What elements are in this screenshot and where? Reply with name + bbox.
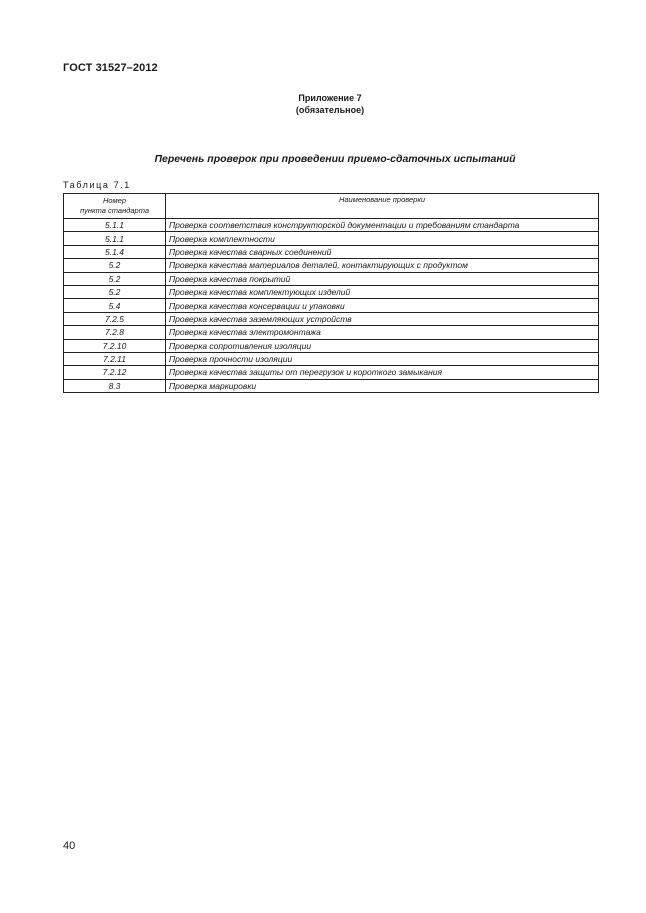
table-row — [64, 285, 599, 298]
row-name-cell: Проверка качества защиты от перегрузок и короткого замыкания — [166, 366, 599, 379]
table-body — [64, 219, 599, 393]
table-row — [64, 245, 599, 258]
row-number-cell: 5.1.4 — [64, 245, 166, 258]
row-number-cell: 5.4 — [64, 299, 166, 312]
table-label: Таблица 7.1 — [63, 180, 131, 190]
table-row — [64, 272, 599, 285]
row-number-cell: 5.1.1 — [64, 232, 166, 245]
row-name-cell: Проверка комплектности — [166, 232, 599, 245]
row-number-cell: 5.2 — [64, 285, 166, 298]
column-header-name: Наименование проверки — [166, 194, 599, 219]
row-name-cell: Проверка качества материалов деталей, контактирующих с продуктом — [166, 259, 599, 272]
row-name-cell: Проверка сопротивления изоляции — [166, 339, 599, 352]
table-row — [64, 339, 599, 352]
row-name-cell: Проверка качества покрытий — [166, 272, 599, 285]
appendix-title: Приложение 7 — [298, 93, 362, 103]
row-number-cell: 7.2.5 — [64, 312, 166, 325]
row-number-cell: 7.2.11 — [64, 352, 166, 365]
table-row — [64, 259, 599, 272]
table-row — [64, 379, 599, 392]
appendix-status: (обязательное) — [295, 105, 365, 115]
row-name-cell: Проверка качества электромонтажа — [166, 326, 599, 339]
table-row — [64, 299, 599, 312]
column-header-number-line1: Номер — [102, 196, 127, 205]
table-row — [64, 352, 599, 365]
row-number-cell: 8.3 — [64, 379, 166, 392]
appendix-block — [0, 92, 646, 116]
row-number-cell: 7.2.10 — [64, 339, 166, 352]
row-name-cell: Проверка качества сварных соединений — [166, 245, 599, 258]
row-number-cell: 5.1.1 — [64, 219, 166, 232]
checks-table — [63, 193, 599, 393]
row-name-cell: Проверка соответствия конструкторской документации и требованиям стандарта — [166, 219, 599, 232]
row-name-cell: Проверка качества консервации и упаковки — [166, 299, 599, 312]
page-number: 40 — [63, 840, 76, 852]
row-number-cell: 7.2.8 — [64, 326, 166, 339]
row-number-cell: 5.2 — [64, 272, 166, 285]
row-number-cell: 5.2 — [64, 259, 166, 272]
section-heading: Перечень проверок при проведении приемо-сдаточных испытаний — [154, 153, 516, 165]
table-row — [64, 219, 599, 232]
column-header-number-line2: пункта стандарта — [79, 206, 150, 215]
table-row — [64, 326, 599, 339]
table-header-row — [64, 194, 599, 219]
table-row — [64, 312, 599, 325]
row-name-cell: Проверка прочности изоляции — [166, 352, 599, 365]
row-name-cell: Проверка качества комплектующих изделий — [166, 285, 599, 298]
table-row — [64, 366, 599, 379]
row-name-cell: Проверка качества заземляющих устройств — [166, 312, 599, 325]
row-number-cell: 7.2.12 — [64, 366, 166, 379]
document-code: ГОСТ 31527–2012 — [63, 62, 158, 74]
table-row — [64, 232, 599, 245]
column-header-number — [64, 194, 166, 219]
row-name-cell: Проверка маркировки — [166, 379, 599, 392]
